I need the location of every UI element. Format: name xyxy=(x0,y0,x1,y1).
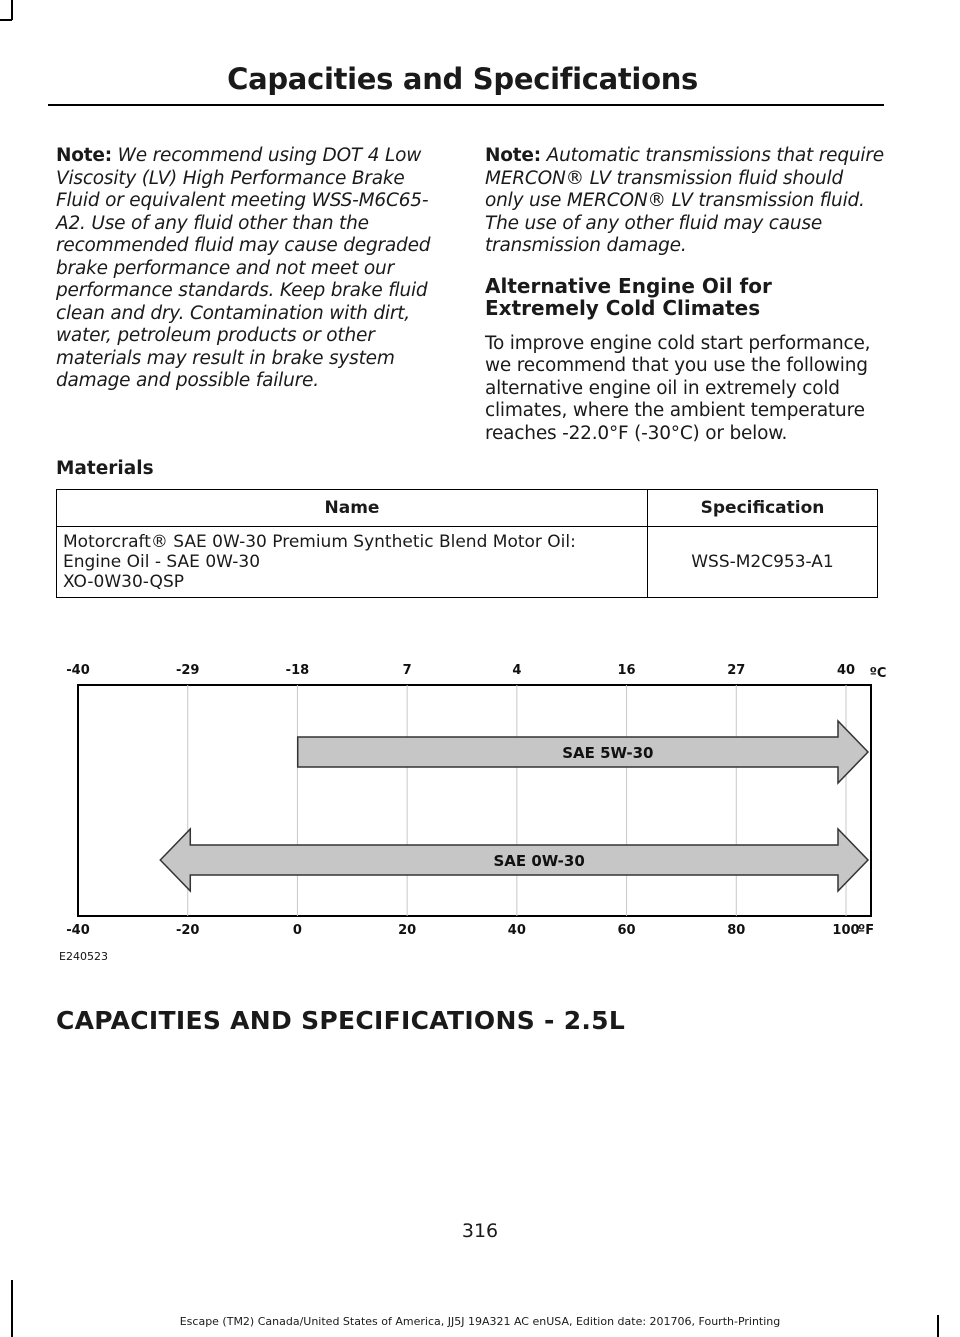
top-axis-unit-label: ºC xyxy=(869,666,887,681)
oil-temperature-chart xyxy=(56,648,892,968)
alt-oil-heading: Alternative Engine Oil for Extremely Cold Climates xyxy=(485,273,772,320)
chart-frame xyxy=(78,685,871,916)
alt-oil-body: To improve engine cold start performance, we recommend that you use the following alternative engine oil in extremely cold climates, where the ambient temperature reaches -22.0°F (-30°C) or below. xyxy=(485,332,871,444)
top-axis-tick-label: 16 xyxy=(617,663,636,678)
materials-table xyxy=(56,489,878,598)
transmission-fluid-note xyxy=(485,145,885,258)
bottom-axis-tick-label: 60 xyxy=(617,923,636,938)
range-arrow-label: SAE 5W-30 xyxy=(562,744,654,762)
crop-mark xyxy=(11,0,13,20)
top-axis-tick-label: 40 xyxy=(836,663,856,678)
top-axis-tick-label: 7 xyxy=(402,663,412,678)
column-header-specification: Specification xyxy=(648,490,878,527)
bottom-axis-tick-label: 40 xyxy=(507,923,526,938)
top-axis-tick-label: -40 xyxy=(66,663,90,678)
crop-mark xyxy=(0,19,12,21)
name-cell xyxy=(57,527,648,598)
note-text: We recommend using DOT 4 Low Viscosity (LV) High Performance Brake Fluid or equivalent meeting WSS-M6C65-A2. Use of any fluid other than the recommended fluid may cause degraded brake performance and not meet our performance standards. Keep brake fluid clean and dry. Contamination with dirt, water, petroleum products or other materials may result in brake system damage and possible failure. xyxy=(56,145,431,391)
bottom-axis-tick-label: 100 xyxy=(832,923,860,938)
name-line: Engine Oil - SAE 0W-30 xyxy=(63,552,261,572)
table-header-row xyxy=(57,490,878,527)
right-column xyxy=(485,145,885,445)
bottom-axis-tick-label: 80 xyxy=(727,923,746,938)
figure-id-label: E240523 xyxy=(59,950,108,963)
bottom-axis-tick-label: -20 xyxy=(175,923,200,938)
page-header-title: Capacities and Specifications xyxy=(227,62,698,96)
column-header-name: Name xyxy=(57,490,648,527)
note-label: Note: xyxy=(56,145,112,166)
header-rule xyxy=(48,104,884,106)
materials-label: Materials xyxy=(56,458,154,479)
crop-mark xyxy=(11,1280,13,1337)
page-number: 316 xyxy=(461,1220,499,1242)
bottom-axis-tick-label: -40 xyxy=(66,923,90,938)
oil-chart-svg xyxy=(56,648,892,968)
top-axis-tick-label: 4 xyxy=(512,663,522,678)
top-axis-tick-label: -18 xyxy=(285,663,310,678)
section-title: CAPACITIES AND SPECIFICATIONS - 2.5L xyxy=(56,1006,626,1035)
name-line: Motorcraft® SAE 0W-30 Premium Synthetic Blend Motor Oil: xyxy=(63,532,576,552)
top-axis-tick-label: -29 xyxy=(175,663,200,678)
table-row xyxy=(57,527,878,598)
left-column xyxy=(56,145,452,393)
bottom-axis-tick-label: 20 xyxy=(398,923,417,938)
bottom-axis-unit-label: ºF xyxy=(857,923,875,938)
bottom-axis-tick-label: 0 xyxy=(292,923,302,938)
name-line: XO-0W30-QSP xyxy=(63,572,184,592)
note-label: Note: xyxy=(485,145,541,166)
footer-text: Escape (TM2) Canada/United States of America, JJ5J 19A321 AC enUSA, Edition date: 201706, Fourth-Printing xyxy=(179,1315,781,1328)
range-arrow-label: SAE 0W-30 xyxy=(493,852,585,870)
brake-fluid-note xyxy=(56,145,452,393)
top-axis-tick-label: 27 xyxy=(727,663,746,678)
note-text: Automatic transmissions that require MERCON® LV transmission fluid should only use MERCON® LV transmission fluid. The use of any other fluid may cause transmission damage. xyxy=(485,145,884,256)
specification-cell: WSS-M2C953-A1 xyxy=(648,527,878,598)
